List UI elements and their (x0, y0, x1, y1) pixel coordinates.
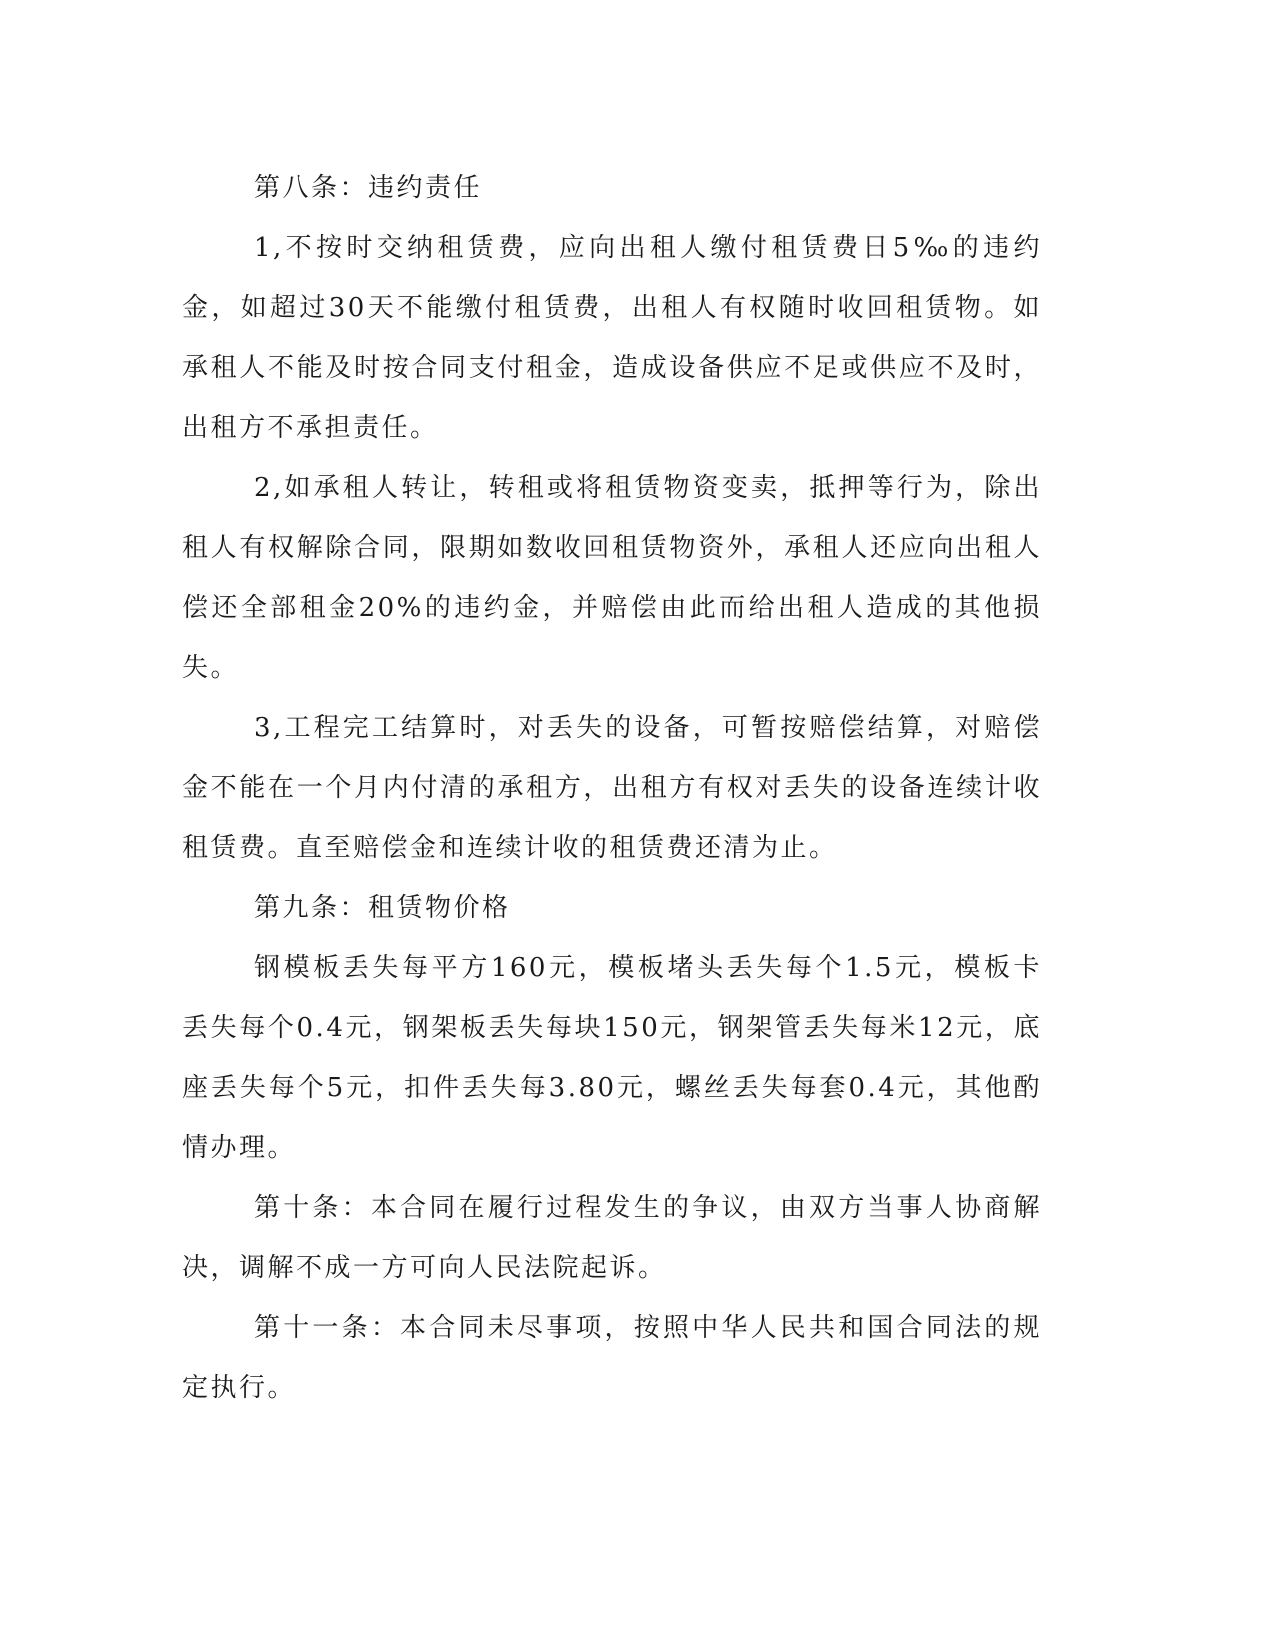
article-8-item-2: 2,如承租人转让，转租或将租赁物资变卖，抵押等行为，除出租人有权解除合同，限期如数收回租赁物资外，承租人还应向出租人偿还全部租金20%的违约金，并赔偿由此而给出租人造成的其他损失。 (182, 473, 1042, 683)
article-8-item-3: 3,工程完工结算时，对丢失的设备，可暂按赔偿结算，对赔偿金不能在一个月内付清的承租方，出租方有权对丢失的设备连续计收租赁费。直至赔偿金和连续计收的租赁费还清为止。 (182, 713, 1042, 863)
article-8-item-1: 1,不按时交纳租赁费，应向出租人缴付租赁费日5‰的违约金，如超过30天不能缴付租赁费，出租人有权随时收回租赁物。如承租人不能及时按合同支付租金，造成设备供应不足或供应不及时，出租方不承担责任。 (182, 233, 1042, 443)
article-11-body: 第十一条：本合同未尽事项，按照中华人民共和国合同法的规定执行。 (182, 1313, 1042, 1403)
article-9-body: 钢模板丢失每平方160元，模板堵头丢失每个1.5元，模板卡丢失每个0.4元，钢架板丢失每块150元，钢架管丢失每米12元，底座丢失每个5元，扣件丢失每3.80元，螺丝丢失每套0.4元，其他酌情办理。 (182, 953, 1042, 1163)
document-body (182, 158, 1042, 1418)
article-10-body: 第十条：本合同在履行过程发生的争议，由双方当事人协商解决，调解不成一方可向人民法院起诉。 (182, 1193, 1042, 1283)
article-9-heading: 第九条：租赁物价格 (254, 893, 511, 923)
article-8-heading: 第八条：违约责任 (254, 173, 483, 203)
